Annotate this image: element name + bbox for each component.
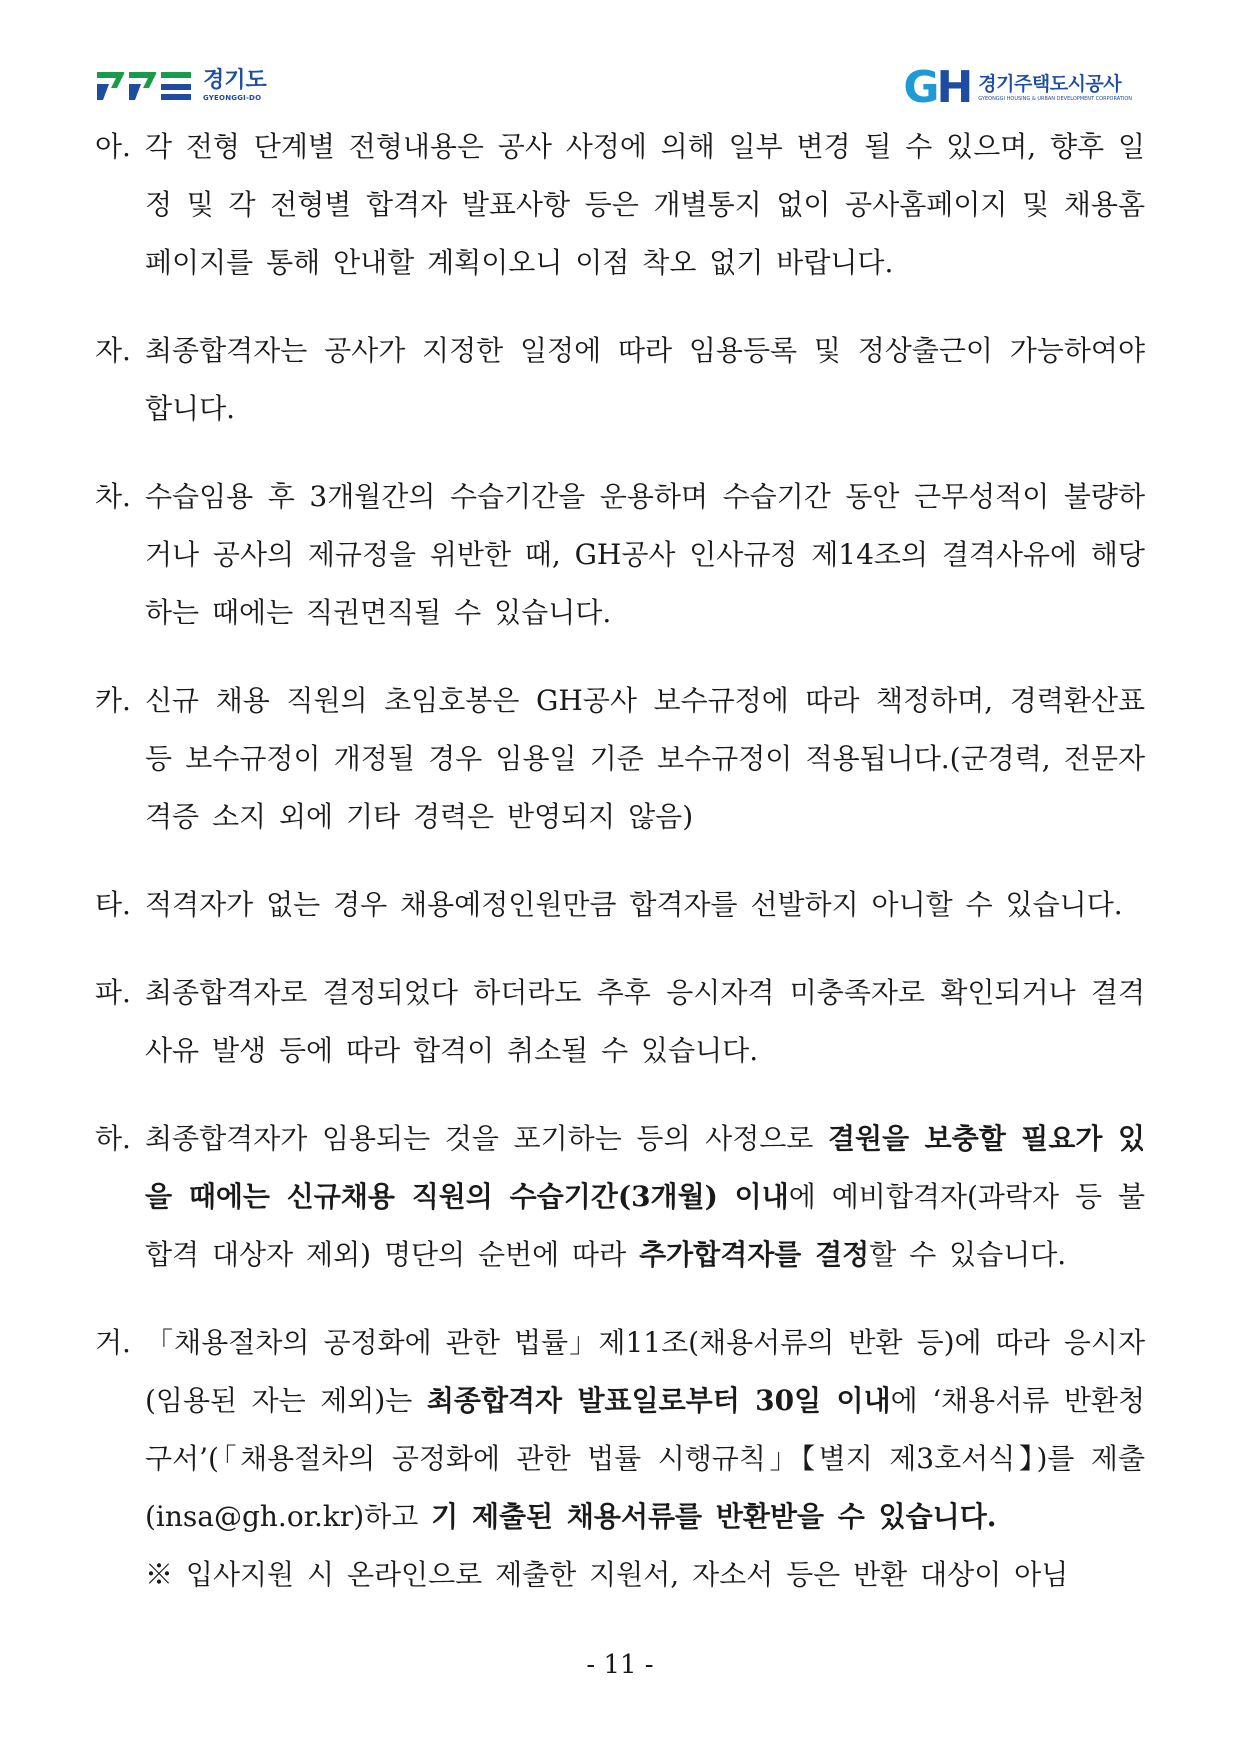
- list-item-marker: 아.: [95, 130, 131, 163]
- emphasis-text: 결원을 보충할 필요가 있을 때에는 신규채용 직원의 수습기간(3개월) 이내: [145, 1122, 1145, 1213]
- body-text: 에 ‘채용서류 반환청구서’(「채용절차의 공정화에 관한 법률 시행규칙」【별지 제3호서식】)를 제출(insa@gh.or.kr)하고: [145, 1384, 1145, 1533]
- list-item-text: [145, 672, 1145, 846]
- list-item-marker: 타.: [95, 888, 131, 921]
- body-text: 각 전형 단계별 전형내용은 공사 사정에 의해 일부 변경 될 수 있으며, 향후 일정 및 각 전형별 합격자 발표사항 등은 개별통지 없이 공사홈페이지 및 채용홈페이지를 통해 안내할 계획이오니 이점 착오 없기 바랍니다.: [145, 130, 1145, 279]
- gh-logo: [903, 60, 1132, 116]
- gyeonggi-do-logo: [95, 62, 267, 110]
- list-item-marker: 하.: [95, 1122, 131, 1155]
- list-item-marker: 파.: [95, 976, 131, 1009]
- body-text: 신규 채용 직원의 초임호봉은 GH공사 보수규정에 따라 책정하며, 경력환산표 등 보수규정이 개정될 경우 임용일 기준 보수규정이 적용됩니다.(군경력, 전문자격증 소지 외에 기타 경력은 반영되지 않음): [145, 684, 1145, 833]
- body-text: 최종합격자가 임용되는 것을 포기하는 등의 사정으로: [145, 1122, 828, 1155]
- body-text: 「채용절차의 공정화에 관한 법률」제11조(채용서류의 반환 등)에 따라 응시자(임용된 자는 제외)는: [145, 1326, 1145, 1417]
- list-item: [95, 672, 1145, 846]
- list-item: [95, 322, 1145, 438]
- list-item: [95, 118, 1145, 292]
- list-item-text: [145, 1110, 1145, 1284]
- body-text: 적격자가 없는 경우 채용예정인원만큼 합격자를 선발하지 아니할 수 있습니다.: [145, 888, 1123, 921]
- list-item-text: [145, 468, 1145, 642]
- list-item: [95, 876, 1145, 934]
- list-item-text: [145, 322, 1145, 438]
- list-item-text: [145, 964, 1145, 1080]
- list-item-marker: 차.: [95, 480, 131, 513]
- left-logo-en: GYEONGGI-DO: [203, 94, 262, 102]
- list-item-text: [145, 876, 1145, 934]
- gh-mark-g: G: [903, 62, 937, 113]
- body-text: 최종합격자로 결정되었다 하더라도 추후 응시자격 미충족자로 확인되거나 결격사유 발생 등에 따라 합격이 취소될 수 있습니다.: [145, 976, 1145, 1067]
- body-text: 최종합격자는 공사가 지정한 일정에 따라 임용등록 및 정상출근이 가능하여야 합니다.: [145, 334, 1145, 425]
- body-text: 수습임용 후 3개월간의 수습기간을 운용하며 수습기간 동안 근무성적이 불량하거나 공사의 제규정을 위반한 때, GH공사 인사규정 제14조의 결격사유에 해당하는 때에는 직권면직될 수 있습니다.: [145, 480, 1145, 629]
- gh-mark: [903, 62, 971, 113]
- gyeonggi-emblem-icon: [95, 66, 195, 106]
- list-item: [95, 468, 1145, 642]
- right-logo-en: GYEONGGI HOUSING & URBAN DEVELOPMENT CORPORATION: [978, 95, 1132, 102]
- left-logo-name: 경기도: [203, 68, 267, 93]
- document-body: [95, 118, 1145, 1634]
- list-item: [95, 964, 1145, 1080]
- list-item: [95, 1110, 1145, 1284]
- emphasis-text: 최종합격자 발표일로부터 30일 이내: [426, 1384, 891, 1417]
- note-text: ※ 입사지원 시 온라인으로 제출한 지원서, 자소서 등은 반환 대상이 아님: [145, 1558, 1069, 1591]
- list-item-marker: 카.: [95, 684, 131, 717]
- emphasis-text: 추가합격자를 결정: [639, 1238, 870, 1271]
- list-item: [95, 1314, 1145, 1604]
- right-logo-name: 경기주택도시공사: [978, 72, 1122, 95]
- emphasis-text: 기 제출된 채용서류를 반환받을 수 있습니다.: [431, 1500, 997, 1533]
- list-item-marker: 자.: [95, 334, 131, 367]
- list-item-marker: 거.: [95, 1326, 131, 1359]
- body-text: 할 수 있습니다.: [869, 1238, 1067, 1271]
- body-text: 에 예비합격자(과락자 등 불합격 대상자 제외) 명단의 순번에 따라: [145, 1180, 1145, 1271]
- gh-mark-h: H: [936, 62, 971, 113]
- page-number: - 11 -: [586, 1650, 654, 1680]
- list-item-text: [145, 1314, 1145, 1604]
- list-item-text: [145, 118, 1145, 292]
